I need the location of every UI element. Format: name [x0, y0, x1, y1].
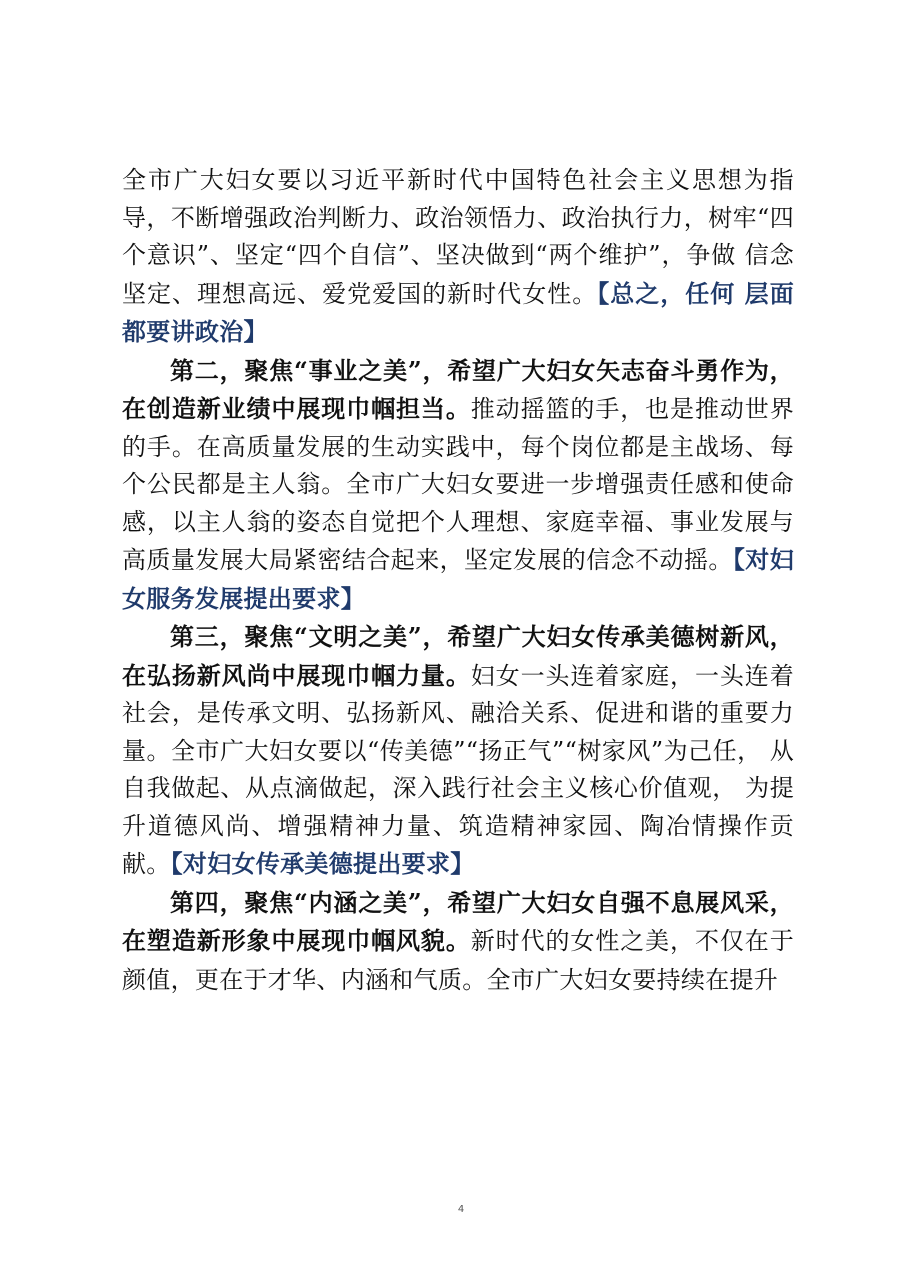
paragraph-text: 新时代的女性之美，不仅在于颜值，更在于才华、内涵和气质。全市广大妇女要持续在提升 — [122, 927, 794, 994]
paragraph-career — [122, 352, 794, 619]
paragraph-lead: 第四，聚焦“内涵之美”，希望广大妇女自强不息展风采， 在塑造新形象中展现巾帼风貌。 — [122, 887, 794, 955]
paragraph-text: 妇女一头连着家庭，一头连着社会，是传承文明、弘扬新风、融洽关系、促进和谐的重要力量。全市广大妇女要以“传美德”“扬正气”“树家风”为己任， 从自我做起、从点滴做起，深入践行社会主义核心价值观， 为提升道德风尚、增强精神力量、筑造精神家园、陶冶情操作贡献。 — [122, 661, 794, 878]
paragraph-civility — [122, 618, 794, 884]
paragraph-annotation: 【对妇女服务发展提出要求】 — [122, 545, 794, 613]
paragraph-lead: 第二，聚焦“事业之美”，希望广大妇女矢志奋斗勇作为， 在创造新业绩中展现巾帼担当。 — [122, 355, 794, 423]
paragraph-inner-beauty — [122, 884, 794, 1000]
paragraph-lead: 第三，聚焦“文明之美”，希望广大妇女传承美德树新风， 在弘扬新风尚中展现巾帼力量。 — [122, 622, 794, 690]
paragraph-text: 全市广大妇女要以习近平新时代中国特色社会主义思想为指导，不断增强政治判断力、政治领悟力、政治执行力，树牢“四个意识”、坚定“四个自信”、坚决做到“两个维护”，争做 信念坚定、理想高远、爱党爱国的新时代女性。 — [122, 166, 794, 308]
paragraph-annotation: 【总之，任何 层面都要讲政治】 — [122, 278, 794, 346]
document-body — [122, 161, 794, 999]
page-number: 4 — [457, 1204, 465, 1215]
paragraph-political — [122, 161, 794, 352]
paragraph-text: 推动摇篮的手，也是推动世界的手。在高质量发展的生动实践中，每个岗位都是主战场、每个公民都是主人翁。全市广大妇女要进一步增强责任感和使命感，以主人翁的姿态自觉把个人理想、家庭幸福、事业发展与高质量发展大局紧密结合起来，坚定发展的信念不动摇。 — [122, 395, 794, 574]
paragraph-annotation: 【对妇女传承美德提出要求】 — [170, 849, 475, 878]
